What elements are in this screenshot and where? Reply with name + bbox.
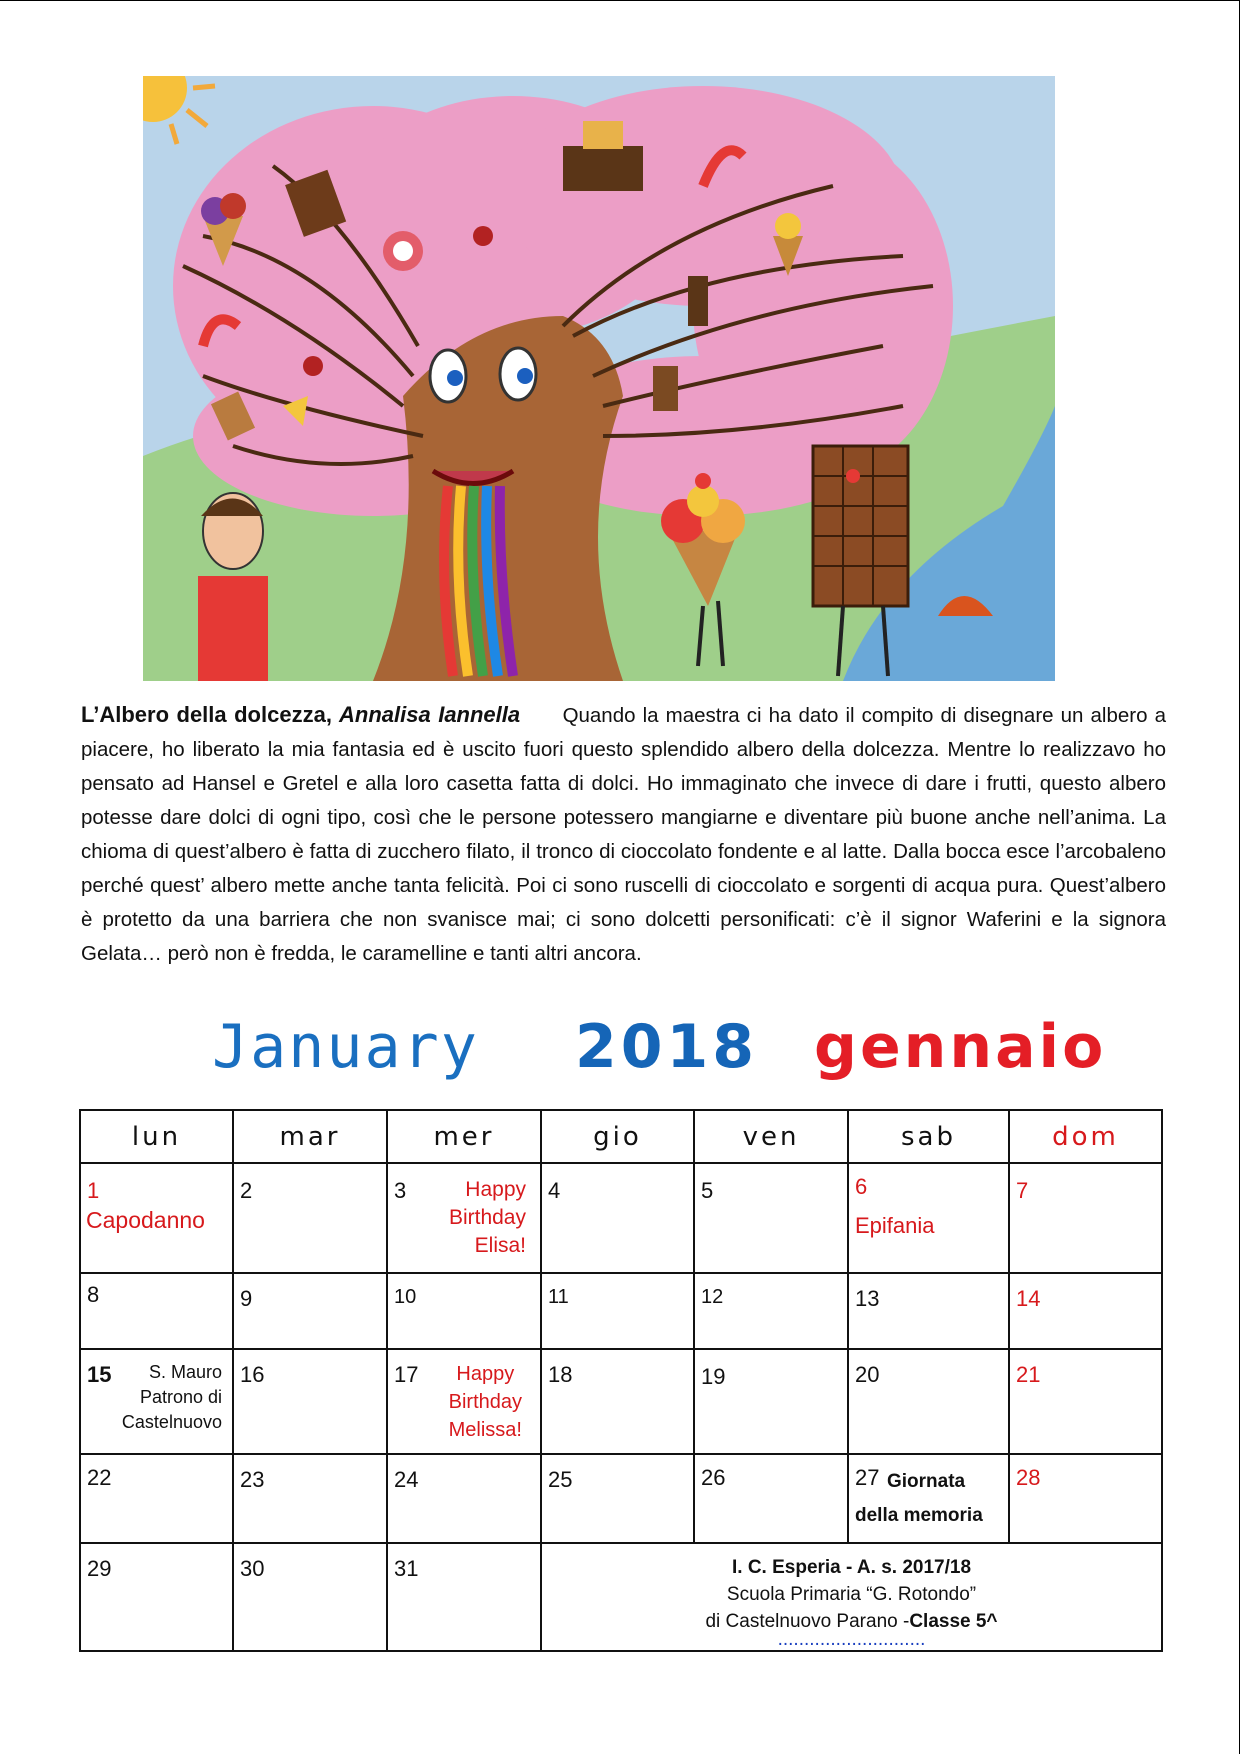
day-cell bbox=[848, 1163, 1009, 1273]
holiday-note: Capodanno bbox=[86, 1207, 205, 1233]
day-cell bbox=[80, 1454, 233, 1543]
day-number: 15 bbox=[87, 1362, 112, 1387]
drawing-title: L’Albero della dolcezza, bbox=[81, 702, 332, 727]
boy-figure bbox=[198, 493, 268, 681]
day-number: 16 bbox=[240, 1362, 265, 1387]
weekday-header-row bbox=[80, 1110, 1162, 1163]
weekday-thu: gio bbox=[541, 1110, 694, 1163]
school-primary: Scuola Primaria “G. Rotondo” bbox=[726, 1584, 977, 1605]
weekday-sat: sab bbox=[848, 1110, 1009, 1163]
day-number: 8 bbox=[87, 1282, 100, 1307]
day-cell bbox=[80, 1349, 233, 1454]
note-line: Birthday bbox=[448, 1206, 526, 1229]
day-number: 5 bbox=[701, 1178, 714, 1203]
day-number: 14 bbox=[1016, 1286, 1041, 1311]
day-cell bbox=[233, 1543, 387, 1651]
school-class: Classe 5^ bbox=[909, 1611, 998, 1632]
day-number: 27 bbox=[855, 1465, 880, 1490]
day-cell bbox=[387, 1543, 541, 1651]
day-number: 17 bbox=[394, 1362, 419, 1387]
note-line: Happy bbox=[465, 1178, 526, 1201]
day-cell bbox=[848, 1349, 1009, 1454]
day-cell bbox=[80, 1273, 233, 1349]
note-line: Birthday bbox=[448, 1391, 522, 1413]
day-cell bbox=[233, 1273, 387, 1349]
week-row bbox=[80, 1349, 1162, 1454]
note-line: Elisa! bbox=[474, 1234, 526, 1257]
week-row bbox=[80, 1543, 1162, 1651]
day-number: 19 bbox=[701, 1364, 726, 1389]
day-cell bbox=[848, 1273, 1009, 1349]
day-number: 11 bbox=[548, 1286, 569, 1308]
caption-text: Quando la maestra ci ha dato il compito di disegnare un albero a piacere, ho liberato la mia fantasia ed è uscito fuori questo splendido albero della dolcezza. Mentre lo realizzavo ho pensato ad Hansel e Gretel e alla loro casetta fatta di dolci. Ho immaginato che invece di dare i frutti, questo albero potesse dare dolci di ogni tipo, così che le persone potessero mangiarne e diventare più buone anche nell’anima. La chioma di quest’albero è fatta di zucchero filato, il tronco di cioccolato fondente e al latte. Dalla bocca esce l’arcobaleno perché quest’ albero mette anche tanta felicità. Poi ci sono ruscelli di cioccolato e sorgenti di acqua pura. Quest’albero è protetto da una barriera che non svanisce mai; ci sono dolcetti personificati: c’è il signor Waferini e la signora Gelata… però non è fredda, le caramelline e tanti altri ancora. bbox=[81, 704, 1166, 965]
day-number: 28 bbox=[1016, 1465, 1041, 1490]
weekday-sun: dom bbox=[1009, 1110, 1162, 1163]
school-footer bbox=[541, 1543, 1162, 1651]
day-cell bbox=[387, 1163, 541, 1273]
day-cell bbox=[1009, 1163, 1162, 1273]
day-cell bbox=[80, 1163, 233, 1273]
day-cell bbox=[694, 1273, 848, 1349]
note-line: Patrono di bbox=[139, 1387, 222, 1407]
day-cell bbox=[541, 1273, 694, 1349]
birthday-note bbox=[449, 1360, 522, 1444]
day-cell bbox=[1009, 1273, 1162, 1349]
weekday-mon: lun bbox=[80, 1110, 233, 1163]
day-cell bbox=[541, 1349, 694, 1454]
day-cell bbox=[387, 1349, 541, 1454]
day-cell bbox=[848, 1454, 1009, 1543]
day-cell bbox=[694, 1454, 848, 1543]
weekday-fri: ven bbox=[694, 1110, 848, 1163]
day-number: 13 bbox=[855, 1286, 880, 1311]
day-cell bbox=[387, 1273, 541, 1349]
note-line: Melissa! bbox=[448, 1419, 522, 1441]
day-cell bbox=[387, 1454, 541, 1543]
day-number: 20 bbox=[855, 1362, 880, 1387]
dotted-line: ............................ bbox=[777, 1629, 926, 1650]
day-number: 6 bbox=[855, 1174, 868, 1199]
day-cell bbox=[233, 1349, 387, 1454]
day-number: 12 bbox=[701, 1286, 724, 1308]
day-number: 25 bbox=[548, 1467, 573, 1492]
school-name: I. C. Esperia - A. s. 2017/18 bbox=[731, 1557, 972, 1578]
year-label: 2018 bbox=[575, 1012, 758, 1082]
weekday-tue: mar bbox=[233, 1110, 387, 1163]
memorial-note bbox=[855, 1465, 983, 1533]
school-town: di Castelnuovo Parano - bbox=[705, 1611, 910, 1632]
day-cell bbox=[541, 1454, 694, 1543]
day-number: 21 bbox=[1016, 1362, 1041, 1387]
day-number: 3 bbox=[394, 1178, 407, 1203]
birthday-note bbox=[449, 1176, 526, 1260]
day-cell bbox=[1009, 1454, 1162, 1543]
patron-note bbox=[81, 1360, 222, 1435]
weekday-wed: mer bbox=[387, 1110, 541, 1163]
day-number: 10 bbox=[394, 1286, 417, 1308]
day-number: 26 bbox=[701, 1465, 726, 1490]
note-line: Castelnuovo bbox=[121, 1412, 222, 1432]
day-cell bbox=[1009, 1349, 1162, 1454]
day-cell bbox=[233, 1454, 387, 1543]
day-number: 31 bbox=[394, 1556, 419, 1581]
week-row bbox=[80, 1163, 1162, 1273]
day-number: 4 bbox=[548, 1178, 561, 1203]
day-number: 23 bbox=[240, 1467, 265, 1492]
calendar-grid bbox=[79, 1109, 1163, 1652]
day-number: 18 bbox=[548, 1362, 573, 1387]
day-number: 29 bbox=[87, 1556, 112, 1581]
day-cell bbox=[541, 1163, 694, 1273]
note-line: S. Mauro bbox=[148, 1362, 222, 1382]
note-line: della memoria bbox=[855, 1505, 983, 1526]
day-cell bbox=[694, 1163, 848, 1273]
page-border-top bbox=[0, 0, 1240, 1]
day-number: 9 bbox=[240, 1286, 253, 1311]
month-italian: gennaio bbox=[814, 1012, 1107, 1082]
day-number: 22 bbox=[87, 1465, 112, 1490]
day-cell bbox=[694, 1349, 848, 1454]
day-number: 24 bbox=[394, 1467, 419, 1492]
drawing-caption bbox=[81, 698, 1166, 971]
note-line: Giornata bbox=[887, 1471, 966, 1492]
day-number: 1 bbox=[87, 1178, 100, 1203]
drawing-author: Annalisa Iannella bbox=[339, 702, 521, 727]
note-line: Happy bbox=[456, 1363, 515, 1385]
holiday-note: Epifania bbox=[855, 1213, 935, 1238]
day-cell bbox=[80, 1543, 233, 1651]
week-row bbox=[80, 1454, 1162, 1543]
tree-drawing bbox=[143, 76, 1055, 681]
day-number: 7 bbox=[1016, 1178, 1029, 1203]
month-english: January bbox=[212, 1012, 479, 1082]
day-cell bbox=[233, 1163, 387, 1273]
day-number: 2 bbox=[240, 1178, 253, 1203]
week-row bbox=[80, 1273, 1162, 1349]
day-number: 30 bbox=[240, 1556, 265, 1581]
